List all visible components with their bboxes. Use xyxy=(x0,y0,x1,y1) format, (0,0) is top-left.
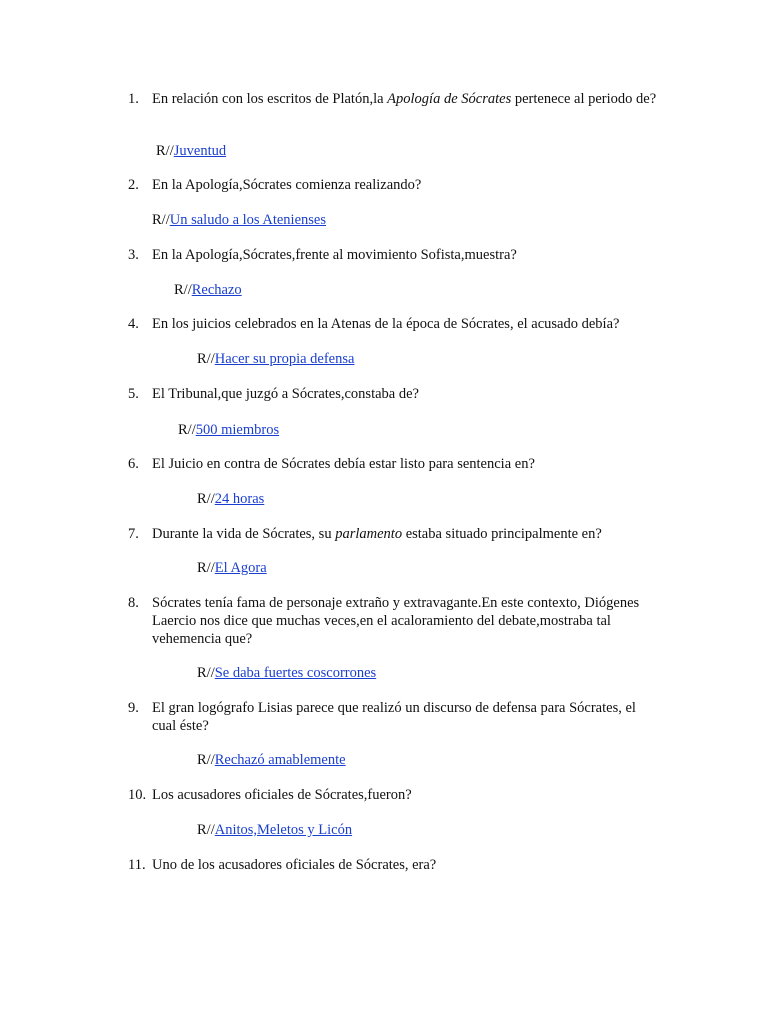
question-text: El Juicio en contra de Sócrates debía estar listo para sentencia en? xyxy=(152,456,535,472)
question-text: El gran logógrafo Lisias parece que realizó un discurso de defensa para Sócrates, el cual éste? xyxy=(152,700,636,734)
answer-link[interactable]: 24 horas xyxy=(214,491,265,507)
question-text: El Tribunal,que juzgó a Sócrates,constaba de? xyxy=(152,386,419,402)
answer-prefix: R// xyxy=(174,282,192,298)
italic-term: parlamento xyxy=(335,526,403,542)
answer-link[interactable]: Rechazo xyxy=(191,282,242,298)
question-number: 6. xyxy=(128,456,139,472)
question-text: En los juicios celebrados en la Atenas de la época de Sócrates, el acusado debía? xyxy=(152,316,620,332)
answer-prefix: R// xyxy=(197,560,215,576)
question-text: Durante la vida de Sócrates, su parlamento estaba situado principalmente en? xyxy=(152,526,602,542)
question-number: 1. xyxy=(128,91,139,107)
question-number: 7. xyxy=(128,526,139,542)
answer-10 xyxy=(197,821,352,839)
answer-prefix: R// xyxy=(197,752,215,768)
question-text: Los acusadores oficiales de Sócrates,fueron? xyxy=(152,787,412,803)
answer-7 xyxy=(197,559,267,577)
answer-9 xyxy=(197,751,346,769)
answer-1 xyxy=(156,142,226,160)
question-number: 4. xyxy=(128,316,139,332)
question-text: Sócrates tenía fama de personaje extraño y extravagante.En este contexto, Diógenes Laercio nos dice que muchas veces,en el acaloramiento del debate,mostraba tal vehemencia que? xyxy=(152,595,640,647)
answer-link[interactable]: Rechazó amablemente xyxy=(214,752,346,768)
answer-prefix: R// xyxy=(152,212,170,228)
question-text: En la Apología,Sócrates comienza realizando? xyxy=(152,177,422,193)
answer-3 xyxy=(174,281,242,299)
question-number: 8. xyxy=(128,595,139,611)
answer-link[interactable]: El Agora xyxy=(214,560,267,576)
answer-prefix: R// xyxy=(197,822,215,838)
question-number: 5. xyxy=(128,386,139,402)
question-number: 11. xyxy=(128,857,146,873)
question-text: Uno de los acusadores oficiales de Sócrates, era? xyxy=(152,857,437,873)
answer-link[interactable]: Un saludo a los Atenienses xyxy=(169,212,326,228)
question-number: 9. xyxy=(128,700,139,716)
answer-4 xyxy=(197,350,354,368)
question-text: En relación con los escritos de Platón,la Apología de Sócrates pertenece al periodo de? xyxy=(152,91,657,107)
answer-6 xyxy=(197,490,264,508)
question-text: En la Apología,Sócrates,frente al movimiento Sofista,muestra? xyxy=(152,247,517,263)
answer-link[interactable]: Anitos,Meletos y Licón xyxy=(214,822,353,838)
answer-prefix: R// xyxy=(178,422,196,438)
question-number: 2. xyxy=(128,177,139,193)
answer-2 xyxy=(152,211,326,229)
answer-link[interactable]: Hacer su propia defensa xyxy=(214,351,355,367)
answer-prefix: R// xyxy=(197,351,215,367)
book-title: Apología de Sócrates xyxy=(387,91,512,107)
answer-5 xyxy=(178,421,279,439)
answer-prefix: R// xyxy=(197,491,215,507)
answer-link[interactable]: Se daba fuertes coscorrones xyxy=(214,665,377,681)
answer-prefix: R// xyxy=(156,143,174,159)
answer-link[interactable]: 500 miembros xyxy=(195,422,280,438)
question-number: 3. xyxy=(128,247,139,263)
answer-8 xyxy=(197,664,376,682)
answer-prefix: R// xyxy=(197,665,215,681)
question-number: 10. xyxy=(128,787,147,803)
answer-link[interactable]: Juventud xyxy=(173,143,227,159)
